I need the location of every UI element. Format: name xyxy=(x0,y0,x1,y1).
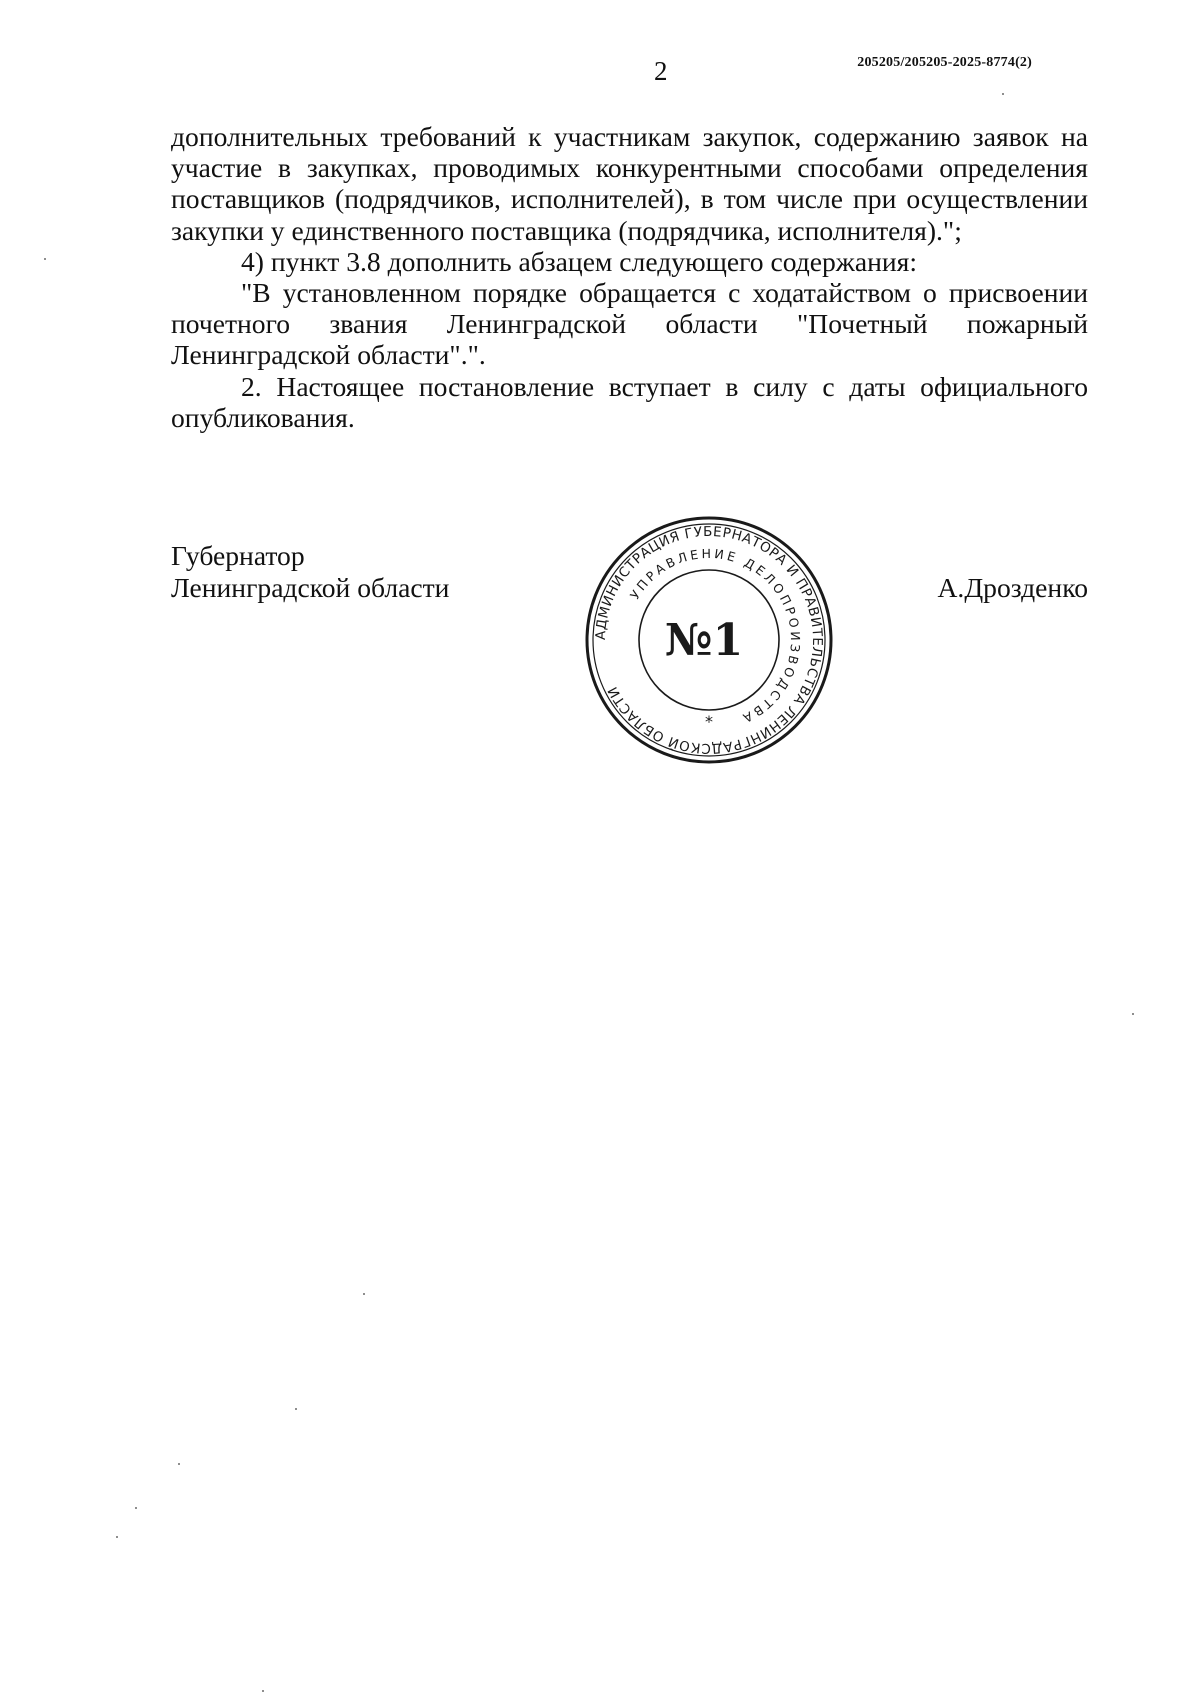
paragraph-continuation: дополнительных требований к участникам закупок, содержанию заявок на участие в закупках, проводимых конкурентными способами определения поставщиков (подрядчиков, исполнителей), в том числе при осуществлении закупки у единственного поставщика (подрядчика, исполнителя)."; xyxy=(171,121,1088,246)
scan-speck xyxy=(135,1507,137,1509)
scan-speck xyxy=(1132,1013,1134,1015)
signatory-title-line-2: Ленинградской области xyxy=(171,572,450,603)
scan-speck xyxy=(44,258,46,260)
seal-center-number: №1 xyxy=(664,615,744,666)
document-registration-number: 205205/205205-2025-8774(2) xyxy=(857,55,1032,70)
page-number: 2 xyxy=(654,56,668,86)
signatory-title-line-1: Губернатор xyxy=(171,540,305,571)
seal-outer-text: АДМИНИСТРАЦИЯ ГУБЕРНАТОРА И ПРАВИТЕЛЬСТВА ЛЕНИНГРАДСКОЙ ОБЛАСТИ xyxy=(592,523,826,757)
paragraph-item-4: 4) пункт 3.8 дополнить абзацем следующего содержания: xyxy=(241,245,918,277)
paragraph-effective-date: 2. Настоящее постановление вступает в силу с даты официального опубликования. xyxy=(171,370,1088,433)
signatory-title xyxy=(171,540,449,604)
scan-speck xyxy=(363,1293,365,1295)
scan-speck xyxy=(116,1536,118,1538)
scan-speck xyxy=(178,1463,180,1465)
seal-inner-text: УПРАВЛЕНИЕ ДЕЛОПРОИЗВОДСТВА xyxy=(626,545,804,728)
official-seal xyxy=(584,515,834,765)
signatory-name: А.Дрозденко xyxy=(937,572,1088,603)
scan-speck xyxy=(1002,93,1004,95)
paragraph-quoted-addition: "В установленном порядке обращается с ходатайством о присвоении почетного звания Ленинградской области "Почетный пожарный Ленинградской области".". xyxy=(171,277,1088,371)
seal-star-icon: * xyxy=(705,712,713,731)
scan-speck xyxy=(295,1408,297,1410)
scan-speck xyxy=(262,1690,264,1692)
document-body xyxy=(171,121,1088,433)
